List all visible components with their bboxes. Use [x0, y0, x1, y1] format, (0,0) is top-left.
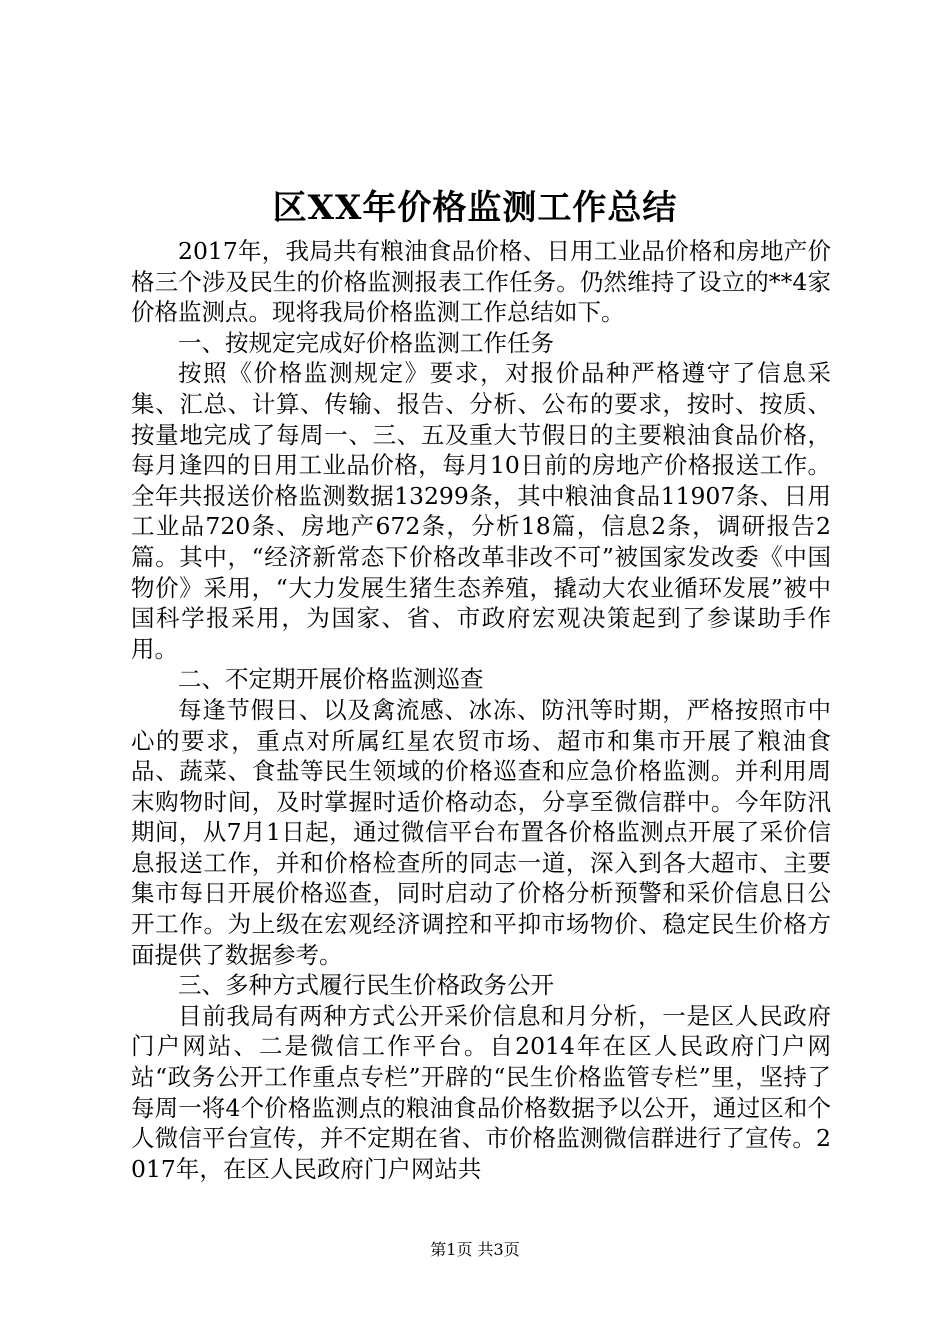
section-1-paragraph: 按照《价格监测规定》要求，对报价品种严格遵守了信息采集、汇总、计算、传输、报告、分析、公布的要求，按时、按质、按量地完成了每周一、三、五及重大节假日的主要粮油食品价格，每月逢四的日用工业品价格，每月10日前的房地产价格报送工作。全年共报送价格监测数据13299条，其中粮油食品11907条、日用工业品720条、房地产672条，分析18篇，信息2条，调研报告2篇。其中，“经济新常态下价格改革非改不可”被国家发改委《中国物价》采用，“大力发展生猪生态养殖，撬动大农业循环发展”被中国科学报采用，为国家、省、市政府宏观决策起到了参谋助手作用。 — [131, 359, 831, 663]
intro-paragraph: 2017年，我局共有粮油食品价格、日用工业品价格和房地产价格三个涉及民生的价格监测报表工作任务。仍然维持了设立的**4家价格监测点。现将我局价格监测工作总结如下。 — [131, 237, 831, 327]
section-2-paragraph: 每逢节假日、以及禽流感、冰冻、防汛等时期，严格按照市中心的要求，重点对所属红星农贸市场、超市和集市开展了粮油食品、蔬菜、食盐等民生领域的价格巡查和应急价格监测。并利用周末购物时间，及时掌握时适价格动态，分享至微信群中。今年防汛期间，从7月1日起，通过微信平台布置各价格监测点开展了采价信息报送工作，并和价格检查所的同志一道，深入到各大超市、主要集市每日开展价格巡查，同时启动了价格分析预警和采价信息日公开工作。为上级在宏观经济调控和平抑市场物价、稳定民生价格方面提供了数据参考。 — [131, 695, 831, 969]
document-title: 区XX年价格监测工作总结 — [272, 188, 678, 228]
section-heading-3: 三、多种方式履行民生价格政务公开 — [178, 971, 554, 1000]
section-heading-1: 一、按规定完成好价格监测工作任务 — [178, 328, 554, 357]
section-3-paragraph: 目前我局有两种方式公开采价信息和月分析，一是区人民政府门户网站、二是微信工作平台。自2014年在区人民政府门户网站“政务公开工作重点专栏”开辟的“民生价格监管专栏”里，坚持了每周一将4个价格监测点的粮油食品价格数据予以公开，通过区和个人微信平台宣传，并不定期在省、市价格监测微信群进行了宣传。2017年，在区人民政府门户网站共 — [131, 1001, 831, 1183]
document-body — [131, 236, 831, 1184]
page-number-footer: 第1页 共3页 — [430, 1240, 520, 1259]
section-heading-2: 二、不定期开展价格监测巡查 — [178, 665, 484, 694]
